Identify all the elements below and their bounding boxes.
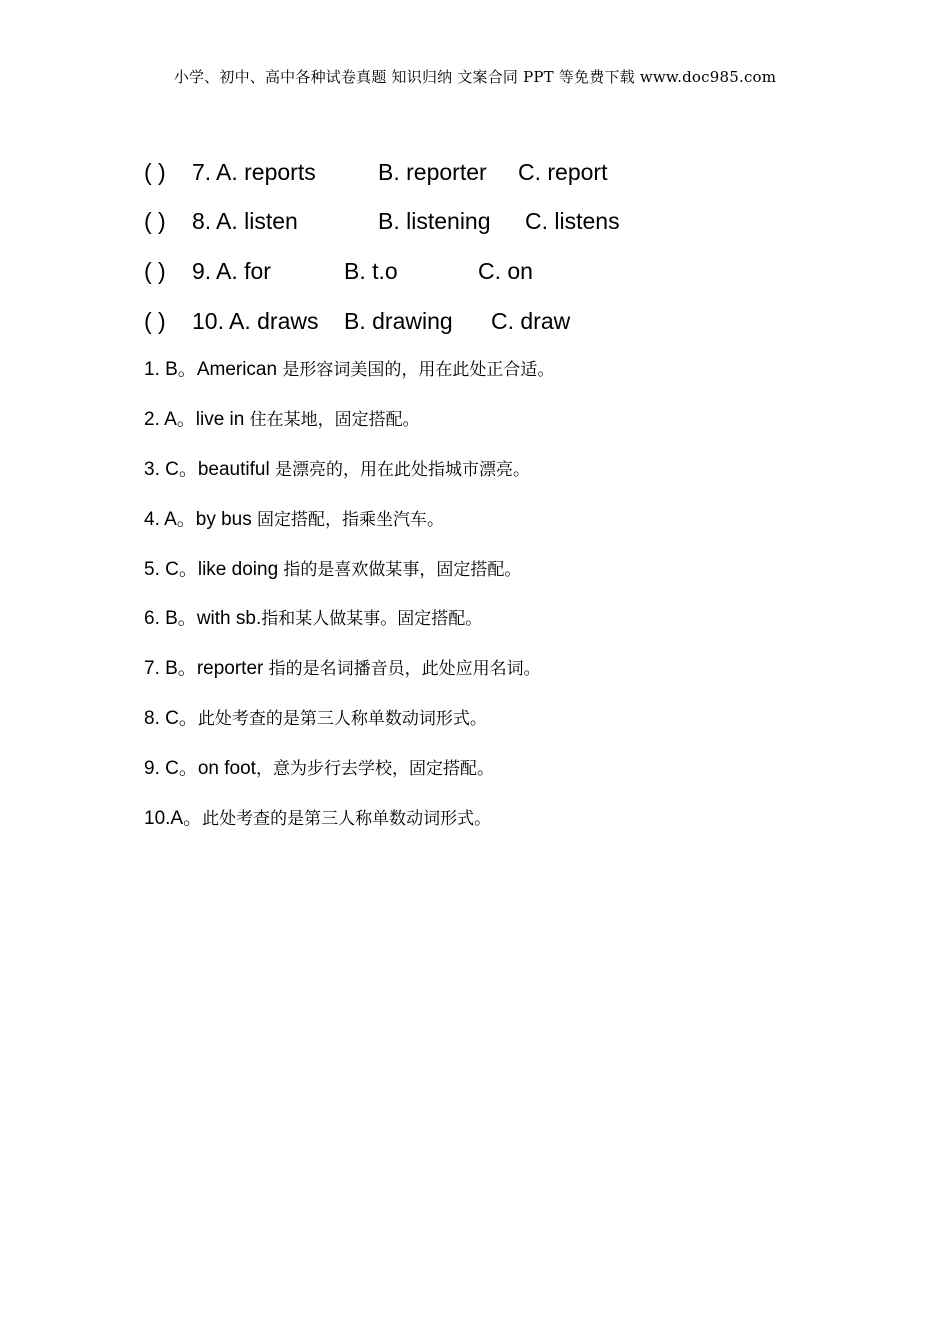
answer-explanation-4 — [144, 507, 444, 533]
option-b: B. reporter — [378, 159, 487, 185]
answer-blank: ( ) — [144, 308, 166, 334]
answer-explanation-6 — [144, 606, 482, 632]
answer-lead: 4. A。 — [144, 509, 196, 530]
answer-lead: 8. C。 — [144, 708, 198, 729]
option-b: B. listening — [378, 208, 491, 234]
question-number: 10. — [192, 308, 224, 334]
answer-lead: 1. B。 — [144, 359, 197, 380]
answer-chinese: 指和某人做某事。固定搭配。 — [261, 609, 483, 629]
answer-explanation-3 — [144, 457, 530, 483]
option-c: C. listens — [525, 208, 620, 234]
answer-lead: 9. C。 — [144, 758, 198, 779]
answer-blank: ( ) — [144, 258, 166, 284]
option-a: A. draws — [229, 308, 319, 334]
answer-english: American — [196, 359, 283, 380]
option-c: C. report — [518, 159, 608, 185]
question-number: 7. — [192, 159, 212, 185]
answer-explanation-9 — [144, 756, 494, 782]
answer-blank: ( ) — [144, 208, 166, 234]
answer-explanation-2 — [144, 407, 420, 433]
option-c: C. draw — [491, 308, 571, 334]
answer-chinese: 是漂亮的，用在此处指城市漂亮。 — [274, 460, 530, 480]
answer-explanation-8 — [144, 706, 487, 732]
answer-explanation-10 — [144, 806, 491, 832]
answer-english: like doing — [197, 559, 284, 580]
answer-chinese: 住在某地，固定搭配。 — [249, 410, 420, 430]
answer-english: beautiful — [197, 459, 275, 480]
option-a: A. for — [216, 258, 271, 284]
answer-lead: 10.A。 — [144, 808, 203, 829]
answer-chinese: 是形容词美国的，用在此处正合适。 — [282, 360, 555, 380]
answer-english: live in — [195, 409, 250, 430]
answer-english: with sb. — [196, 608, 262, 629]
answer-chinese: 此处考查的是第三人称单数动词形式。 — [197, 709, 487, 729]
answer-lead: 5. C。 — [144, 559, 198, 580]
option-b: B. drawing — [344, 308, 453, 334]
answer-lead: 7. B。 — [144, 658, 197, 679]
answer-lead: 3. C。 — [144, 459, 198, 480]
answer-english: by bus — [195, 509, 258, 530]
answer-chinese: 固定搭配，指乘坐汽车。 — [257, 510, 445, 530]
option-b: B. t.o — [344, 258, 398, 284]
question-number: 9. — [192, 258, 212, 284]
answer-blank: ( ) — [144, 159, 166, 185]
answer-chinese: 指的是名词播音员，此处应用名词。 — [268, 659, 541, 679]
option-c: C. on — [478, 258, 533, 284]
option-a: A. reports — [216, 159, 316, 185]
answer-chinese: ，意为步行去学校，固定搭配。 — [255, 759, 494, 779]
answer-explanation-1 — [144, 357, 554, 383]
page-header: 小学、初中、高中各种试卷真题 知识归纳 文案合同 PPT 等免费下载 www.doc985.com — [173, 68, 777, 86]
answer-lead: 6. B。 — [144, 608, 197, 629]
answer-explanation-7 — [144, 656, 541, 682]
question-number: 8. — [192, 208, 212, 234]
answer-english: reporter — [196, 658, 269, 679]
answer-english: on foot — [197, 758, 256, 779]
answer-lead: 2. A。 — [144, 409, 196, 430]
answer-chinese: 指的是喜欢做某事，固定搭配。 — [283, 560, 522, 580]
option-a: A. listen — [216, 208, 298, 234]
answer-chinese: 此处考查的是第三人称单数动词形式。 — [202, 809, 492, 829]
answer-explanation-5 — [144, 557, 521, 583]
